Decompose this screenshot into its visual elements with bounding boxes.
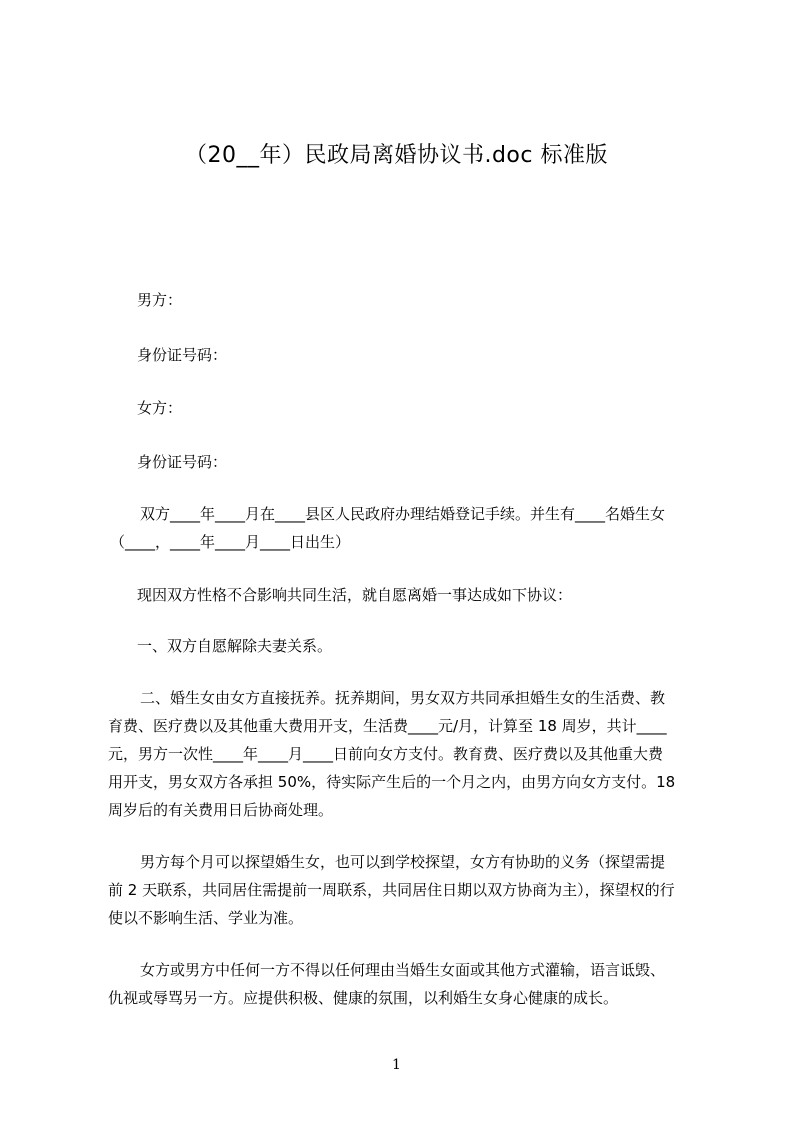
clause-1-paragraph — [108, 632, 700, 660]
paragraph-line: 周岁后的有关费用日后协商处理。 — [108, 801, 334, 819]
page-number: 1 — [392, 1057, 401, 1073]
paragraph-line: 一、双方自愿解除夫妻关系。 — [137, 637, 333, 655]
paragraph-line: 双方____年____月在____县区人民政府办理结婚登记手续。并生有____名婚生女 — [140, 505, 666, 523]
document-title: （20__年）民政局离婚协议书.doc 标准版 — [184, 143, 608, 168]
paragraph-line: 元，男方一次性____年____月____日前向女方支付。教育费、医疗费以及其他重大费 — [108, 745, 664, 763]
male-field-label: 男方： — [137, 291, 183, 309]
paragraph-line: 仇视或辱骂另一方。应提供积极、健康的氛围，以利婚生女身心健康的成长。 — [108, 989, 619, 1007]
paragraph-line: 用开支，男女双方各承担 50%，待实际产生后的一个月之内，由男方向女方支付。18 — [108, 773, 676, 791]
visitation-paragraph — [108, 848, 700, 932]
paragraph-line: （____，____年____月____日出生） — [110, 533, 351, 551]
female-field-label: 女方： — [137, 399, 183, 417]
paragraph-line: 二、婚生女由女方直接抚养。抚养期间，男女双方共同承担婚生女的生活费、教 — [140, 689, 666, 707]
male-id-field-label: 身份证号码： — [137, 346, 228, 364]
paragraph-line: 女方或男方中任何一方不得以任何理由当婚生女面或其他方式灌输，语言诋毁、 — [140, 961, 666, 979]
clause-2-paragraph — [108, 684, 700, 824]
paragraph-line: 现因双方性格不合影响共同生活，就自愿离婚一事达成如下协议： — [137, 586, 573, 604]
paragraph-line: 男方每个月可以探望婚生女，也可以到学校探望，女方有协助的义务（探望需提 — [140, 853, 666, 871]
paragraph-line: 前 2 天联系，共同居住需提前一周联系，共同居住日期以双方协商为主），探望权的行 — [108, 881, 675, 899]
paragraph-line: 育费、医疗费以及其他重大费用开支，生活费____元/月，计算至 18 周岁，共计____ — [108, 717, 667, 735]
female-id-field-label: 身份证号码： — [137, 453, 228, 471]
paragraph-line: 使以不影响生活、学业为准。 — [108, 909, 304, 927]
conduct-paragraph — [108, 956, 700, 1012]
marriage-registration-paragraph — [110, 500, 702, 556]
intro-paragraph — [108, 581, 700, 609]
